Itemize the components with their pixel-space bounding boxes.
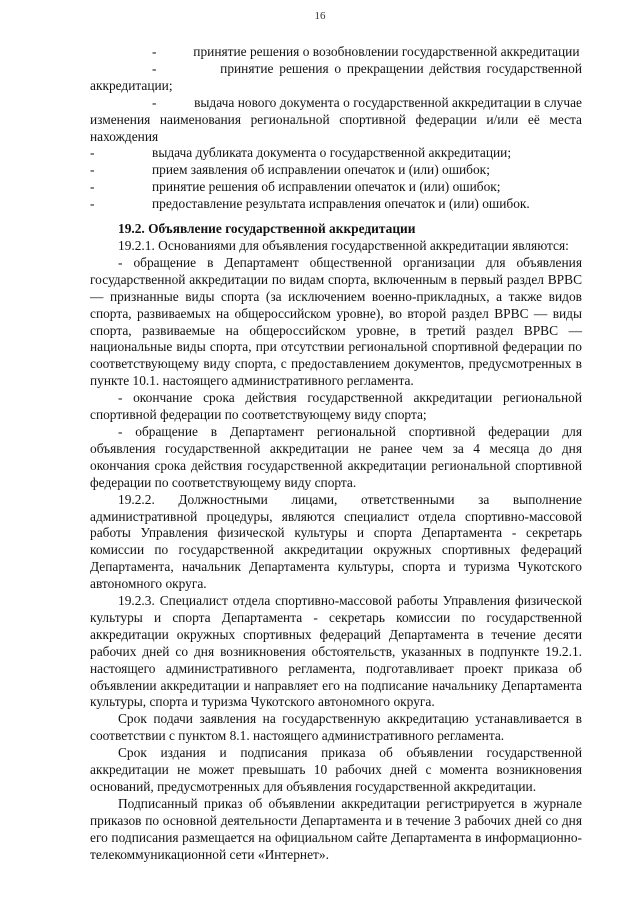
paragraph: - обращение в Департамент региональной спортивной федерации для объявления государственной аккредитации не ранее чем за 4 месяца до дня окончания срока действия государственной аккредитации региональной спортивной федерации по соответствующему виду спорта. — [90, 423, 582, 490]
paragraph: 19.2.1. Основаниями для объявления государственной аккредитации являются: — [118, 238, 569, 253]
paragraph: 19.2.2. Должностными лицами, ответственными за выполнение административной процедуры, являются специалист отдела спортивно-массовой работы Управления физической культуры и спорта Департамента - секретарь комиссии по государственной аккредитации окружных спортивных федераций Департамента, начальник Департамента культуры, спорта и туризма Чукотского автономного округа. — [90, 491, 582, 592]
bullet-item: - принятие решения о возобновлении государственной аккредитации — [152, 44, 580, 59]
bullet-item: - принятие решения о прекращении действия государственной аккредитации; — [90, 60, 582, 93]
bullet-item: - принятие решения об исправлении опечаток и (или) ошибок; — [90, 178, 501, 194]
paragraph: Срок издания и подписания приказа об объявлении государственной аккредитации не может превышать 10 рабочих дней с момента возникновения оснований, предусмотренных для объявления государственной аккредитации. — [90, 745, 582, 794]
bullet-item: - выдача дубликата документа о государственной аккредитации; — [90, 145, 512, 160]
paragraph: 19.2.3. Специалист отдела спортивно-массовой работы Управления физической культуры и спорта Департамента - секретарь комиссии по государственной аккредитации окружных спортивных федераций Департамента в течение десяти рабочих дней со дня возникновения обстоятельств, указанных в подпункте 19.2.1. настоящего административного регламента, подготавливает проект приказа об объявлении аккредитации и направляет его на подписание начальнику Департамента культуры, спорта и туризма Чукотского автономного округа. — [90, 593, 582, 710]
paragraph: - обращение в Департамент общественной организации для объявления государственной аккредитации по видам спорта, включенным в первый раздел ВРВС — признанные виды спорта (за исключением военно-прикладных, а также видов спорта, развиваемых на общероссийском уровне), во второй раздел ВРВС — виды спорта, развиваемые на общероссийском уровне, в третий раздел ВРВС — национальные виды спорта, при отсутствии региональной спортивной федерации по соответствующему виду спорта, с предоставлением документов, предусмотренных в пункте 10.1. настоящего административного регламента. — [90, 254, 582, 389]
section-body — [90, 238, 582, 864]
section-heading: 19.2. Объявление государственной аккредитации — [118, 221, 416, 236]
bullet-list — [90, 44, 582, 145]
page-number: 16 — [314, 10, 326, 22]
bullet-item: - выдача нового документа о государственной аккредитации в случае изменения наименования региональной спортивной федерации и/или её места нахождения — [90, 94, 582, 144]
bullet-item: - прием заявления об исправлении опечаток и (или) ошибок; — [90, 161, 490, 177]
bullet-list-short — [90, 145, 582, 213]
paragraph: Подписанный приказ об объявлении аккредитации регистрируется в журнале приказов по основной деятельности Департамента и в течение 3 рабочих дней со дня его подписания размещается на официальном сайте Департамента в информационно-телекоммуникационной сети «Интернет». — [90, 795, 582, 862]
paragraph: Срок подачи заявления на государственную аккредитацию устанавливается в соответствии с пунктом 8.1. настоящего административного регламента. — [90, 711, 582, 744]
paragraph: - окончание срока действия государственной аккредитации региональной спортивной федерации по соответствующему виду спорта; — [90, 390, 582, 423]
bullet-item: - предоставление результата исправления опечаток и (или) ошибок. — [90, 195, 530, 211]
